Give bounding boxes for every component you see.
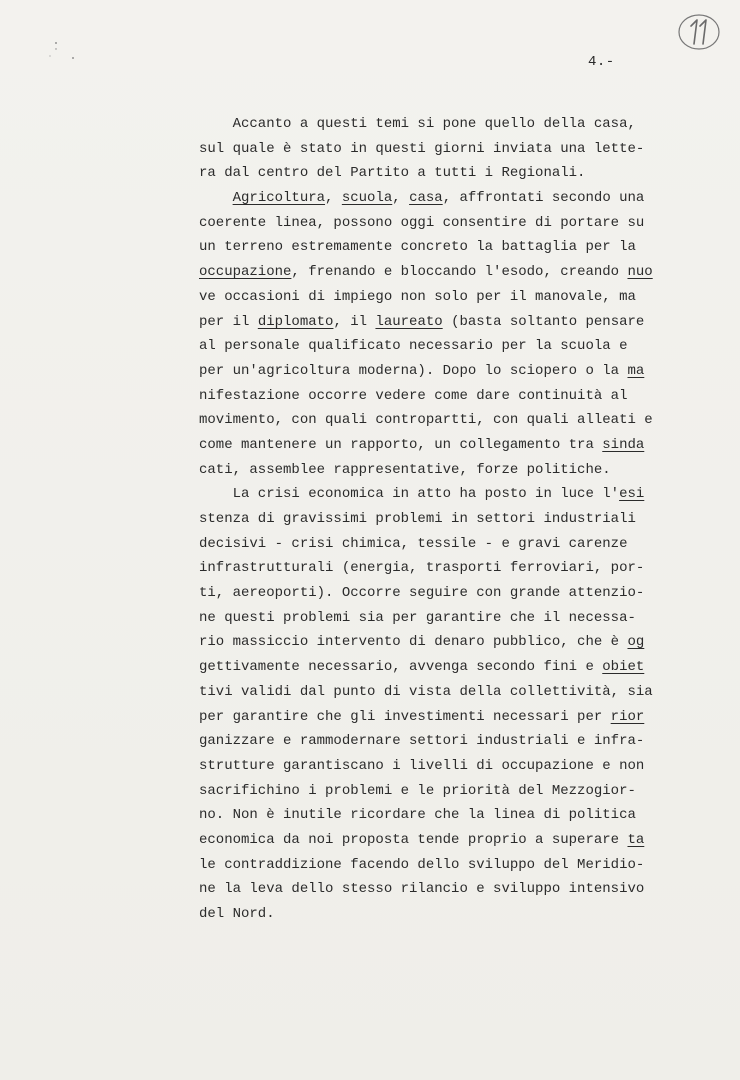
text-segment: coerente linea, possono oggi consentire di portare su [199, 214, 645, 231]
text-line [199, 581, 679, 606]
underlined-text: sinda [602, 436, 645, 453]
text-segment: decisivi - crisi chimica, tessile - e gravi carenze [199, 535, 628, 552]
text-line [199, 211, 679, 236]
text-line [199, 137, 679, 162]
text-segment: movimento, con quali contropartti, con quali alleati e [199, 412, 653, 429]
text-segment: sacrifichino i problemi e le priorità del Mezzogior- [199, 782, 636, 799]
text-line [199, 310, 679, 335]
text-line [199, 507, 679, 532]
underlined-text: obiet [602, 659, 645, 676]
paper-specks [46, 38, 86, 68]
text-line [199, 482, 679, 507]
text-line [199, 285, 679, 310]
text-line [199, 235, 679, 260]
archive-page-mark [674, 10, 726, 54]
text-line [199, 902, 679, 927]
text-segment: un terreno estremamente concreto la battaglia per la [199, 239, 636, 256]
text-line [199, 112, 679, 137]
text-segment: come mantenere un rapporto, un collegamento tra [199, 436, 603, 453]
text-segment: tivi validi dal punto di vista della collettività, sia [199, 683, 653, 700]
text-segment: sul quale è stato in questi giorni inviata una lette- [199, 140, 645, 157]
text-segment: ne la leva dello stesso rilancio e sviluppo intensivo [199, 881, 645, 898]
text-segment: La crisi economica in atto ha posto in luce l' [199, 486, 620, 503]
underlined-text: esi [619, 486, 645, 503]
underlined-text: occupazione [199, 264, 292, 281]
text-segment: , [325, 190, 342, 207]
underlined-text: scuola [341, 190, 393, 207]
text-segment: , [392, 190, 410, 207]
text-segment: ra dal centro del Partito a tutti i Regionali. [199, 165, 586, 182]
text-line [199, 680, 679, 705]
text-line [199, 779, 679, 804]
text-segment: , affrontati secondo una [442, 190, 645, 207]
text-segment: stenza di gravissimi problemi in settori industriali [199, 511, 636, 527]
text-line [199, 408, 679, 433]
text-line [199, 186, 679, 211]
text-line [199, 803, 679, 828]
underlined-text: casa [409, 190, 443, 207]
text-line [199, 532, 679, 557]
text-line [199, 705, 679, 730]
underlined-text: nuo [627, 264, 653, 281]
text-segment: ti, aereoporti). Occorre seguire con grande attenzio- [199, 585, 645, 602]
text-line [199, 458, 679, 483]
text-segment: infrastrutturali (energia, trasporti ferroviari, por- [199, 560, 645, 577]
text-line [199, 877, 679, 902]
page-number: 4.- [588, 54, 615, 70]
underlined-text: Agricoltura [232, 190, 326, 207]
underlined-text: rior [610, 708, 645, 725]
text-line [199, 729, 679, 754]
text-line [199, 433, 679, 458]
text-line [199, 828, 679, 853]
handwritten-circled-number-icon [674, 10, 726, 54]
text-segment: ne questi problemi sia per garantire che il necessa- [199, 609, 636, 626]
text-line [199, 260, 679, 285]
text-segment: al personale qualificato necessario per la scuola e [199, 338, 628, 355]
text-segment: gettivamente necessario, avvenga secondo fini e [199, 659, 603, 676]
text-line [199, 655, 679, 680]
underlined-text: ta [627, 831, 645, 848]
text-segment: per garantire che gli investimenti necessari per [199, 708, 611, 725]
text-line [199, 556, 679, 581]
body-text [199, 112, 679, 927]
text-line [199, 630, 679, 655]
text-line [199, 853, 679, 878]
text-segment: , frenando e bloccando l'esodo, creando [291, 264, 628, 281]
text-segment: ganizzare e rammodernare settori industriali e infra- [199, 733, 645, 750]
text-line [199, 359, 679, 384]
underlined-text: laureato [375, 313, 443, 330]
text-segment: le contraddizione facendo dello sviluppo del Meridio- [199, 856, 645, 873]
text-segment: rio massiccio intervento di denaro pubblico, che è [199, 634, 628, 651]
text-line [199, 606, 679, 631]
text-line [199, 754, 679, 779]
text-line [199, 384, 679, 409]
text-segment: cati, assemblee rappresentative, forze politiche. [199, 461, 611, 478]
text-segment: Accanto a questi temi si pone quello della casa, [199, 116, 636, 132]
underlined-text: og [627, 634, 645, 651]
text-segment: nifestazione occorre vedere come dare continuità al [199, 387, 628, 404]
underlined-text: ma [627, 362, 645, 379]
text-segment: , il [333, 313, 376, 330]
text-segment: ve occasioni di impiego non solo per il manovale, ma [199, 288, 636, 305]
text-line [199, 161, 679, 186]
text-segment: (basta soltanto pensare [442, 313, 645, 330]
text-segment: no. Non è inutile ricordare che la linea di politica [199, 807, 636, 824]
text-line [199, 334, 679, 359]
text-segment: strutture garantiscano i livelli di occupazione e non [199, 757, 645, 774]
underlined-text: diplomato [257, 313, 334, 330]
text-segment: economica da noi proposta tende proprio a superare [199, 831, 628, 848]
text-segment: per il [199, 313, 258, 330]
text-segment: del Nord. [199, 906, 275, 922]
text-segment: per un'agricoltura moderna). Dopo lo sciopero o la [199, 362, 628, 379]
text-segment [199, 190, 233, 206]
